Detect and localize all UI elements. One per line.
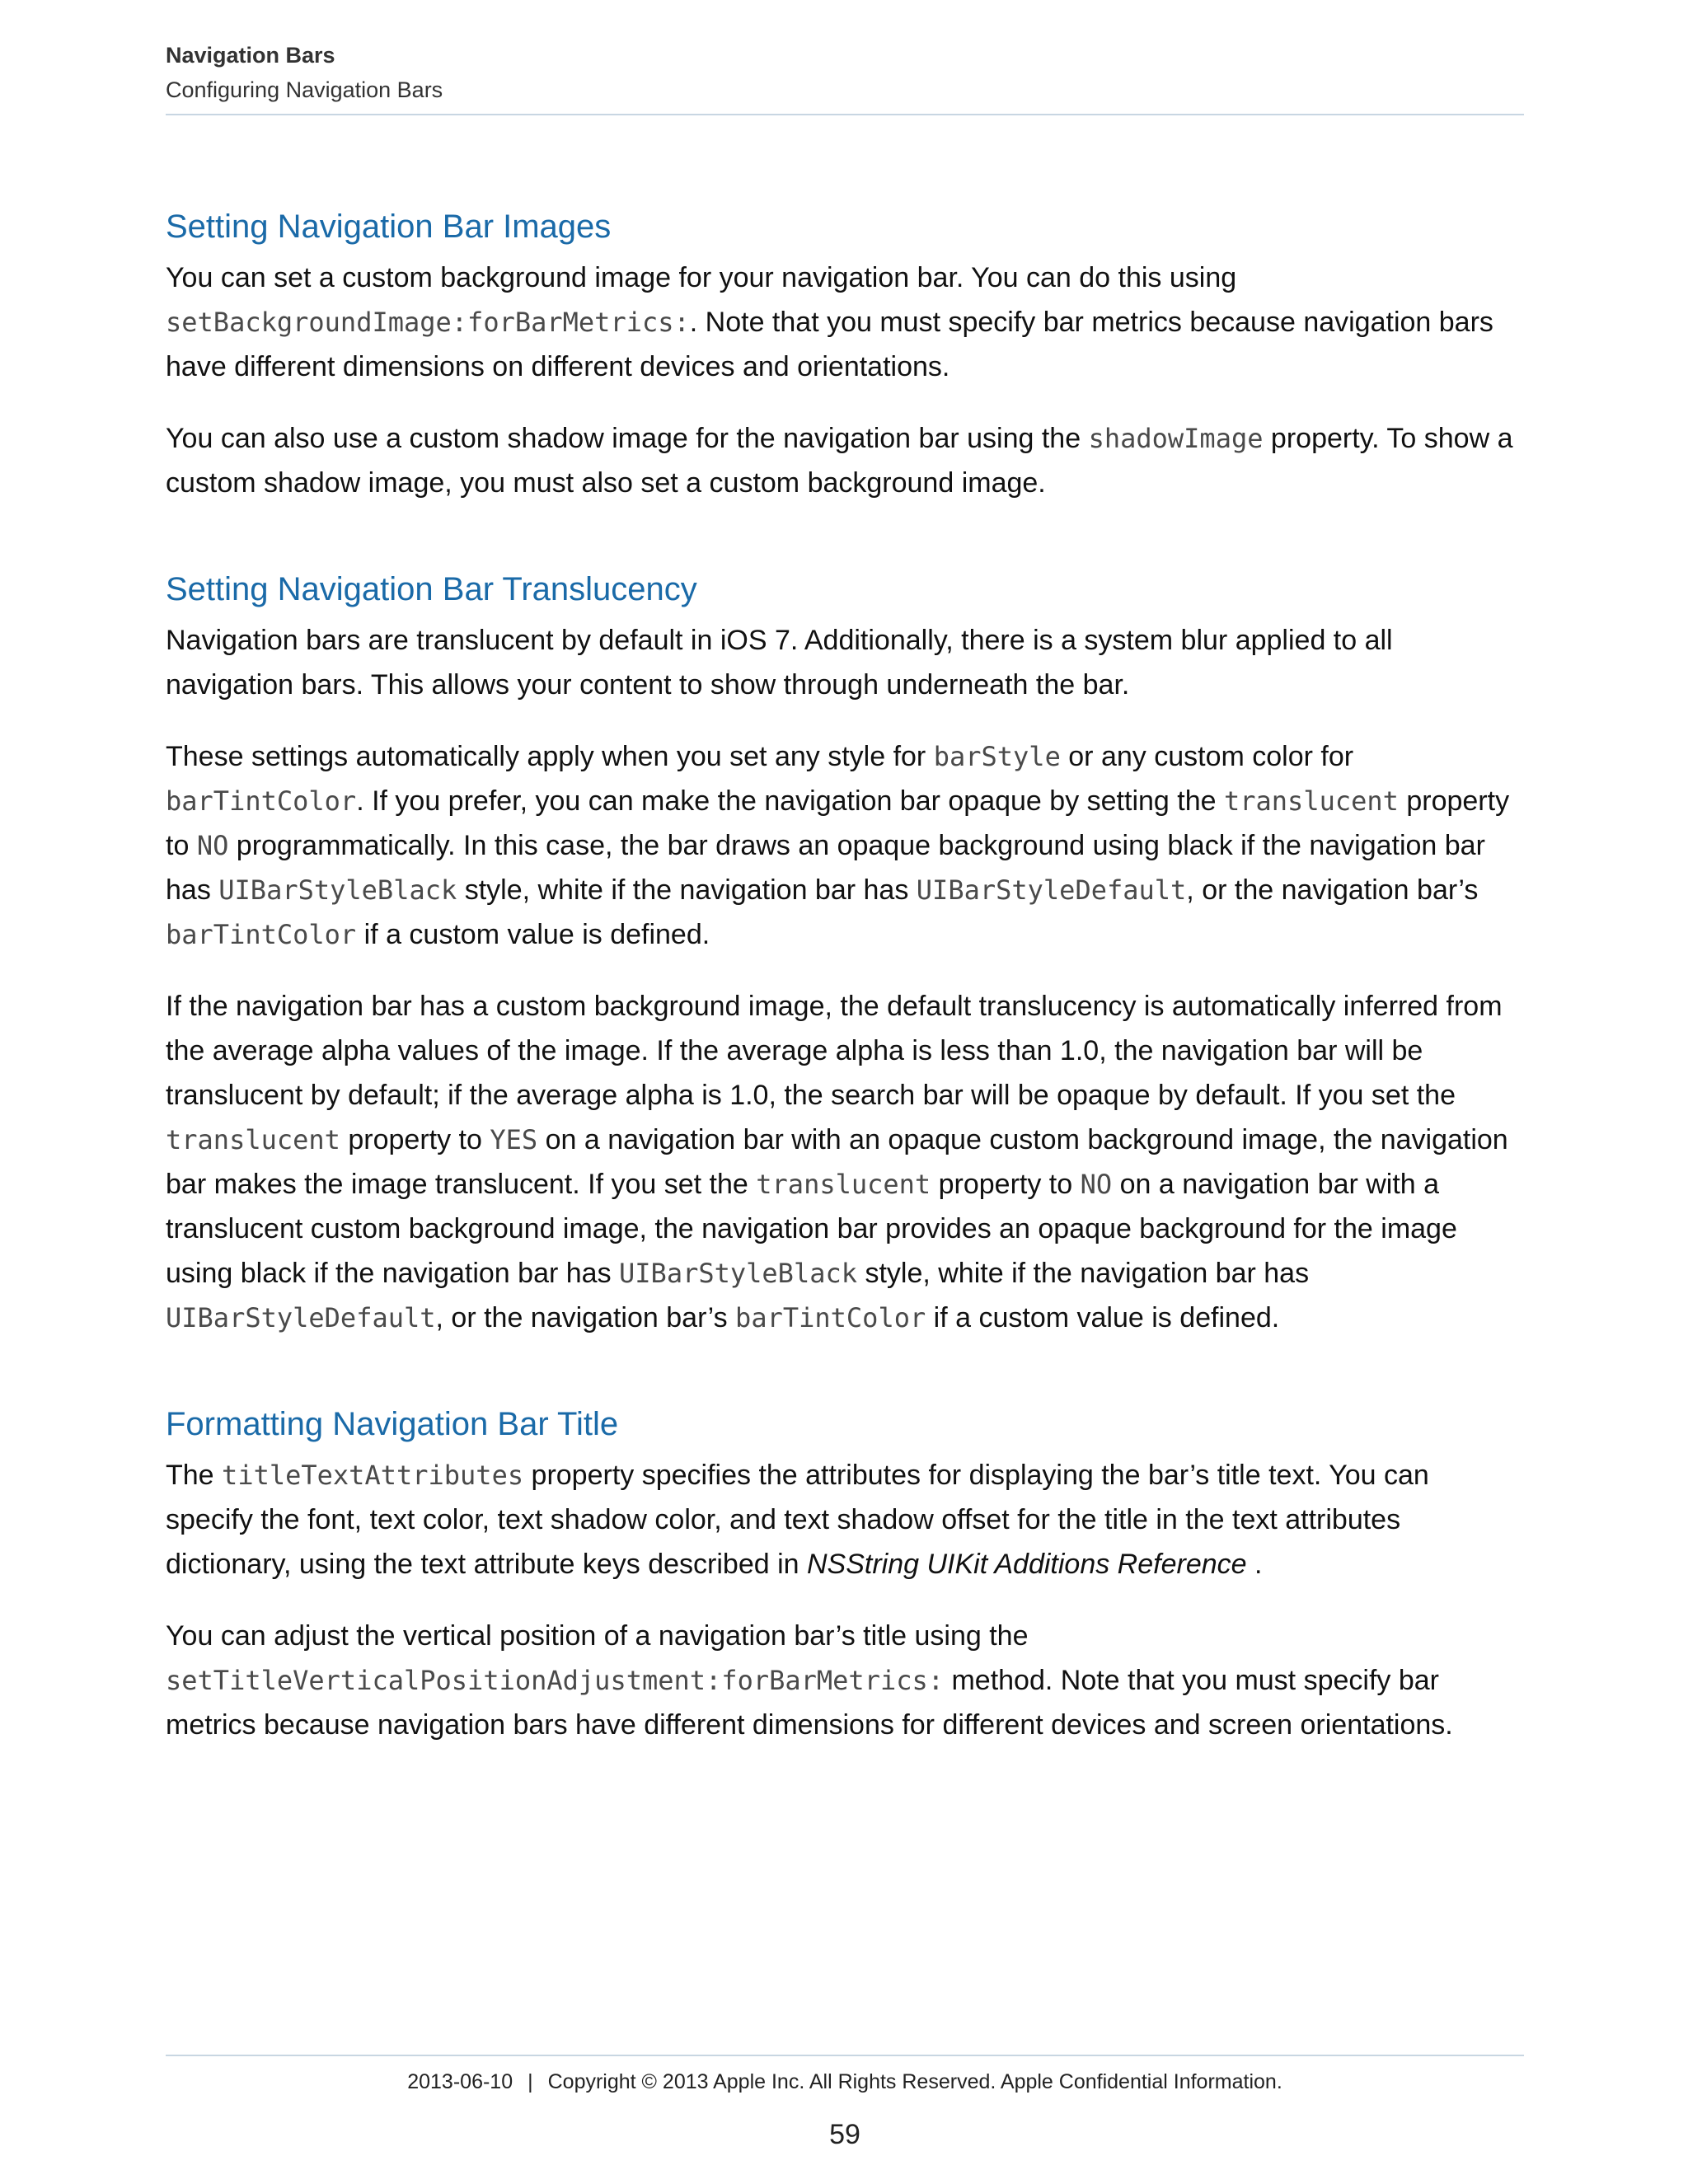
text-run: if a custom value is defined. — [356, 919, 710, 950]
paragraph — [166, 1614, 1524, 1747]
section-title: Configuring Navigation Bars — [166, 77, 443, 102]
code-term: NO — [1080, 1169, 1113, 1200]
reference-link[interactable]: NSString UIKit Additions Reference — [807, 1549, 1247, 1580]
paragraph — [166, 1453, 1524, 1586]
text-run: or any custom color for — [1060, 741, 1354, 772]
code-term: barStyle — [933, 741, 1061, 772]
text-run: property to — [931, 1169, 1081, 1200]
text-run: if a custom value is defined. — [926, 1302, 1280, 1333]
section-spacer — [166, 1367, 1524, 1399]
text-run: , or the navigation bar’s — [435, 1302, 736, 1333]
paragraph — [166, 984, 1524, 1340]
text-run: Navigation bars are translucent by default in iOS 7. Additionally, there is a system blur applied to all navigation bars. This allows your content to show through underneath the bar. — [166, 625, 1393, 701]
text-run: You can set a custom background image for your navigation bar. You can do this using — [166, 262, 1237, 293]
section-heading-translucency: Setting Navigation Bar Translucency — [166, 571, 697, 607]
code-term: UIBarStyleBlack — [619, 1258, 857, 1289]
code-term: barTintColor — [735, 1302, 926, 1333]
code-term: setTitleVerticalPositionAdjustment:forBarMetrics: — [166, 1665, 945, 1696]
text-run: You can adjust the vertical position of a navigation bar’s title using the — [166, 1620, 1029, 1652]
footer-date: 2013-06-10 — [407, 2070, 513, 2093]
text-run: . — [1246, 1549, 1263, 1580]
text-run: property to — [340, 1124, 490, 1155]
code-term: UIBarStyleDefault — [916, 874, 1187, 906]
paragraph — [166, 416, 1524, 505]
page-footer — [166, 2065, 1524, 2098]
code-term: shadowImage — [1088, 423, 1264, 454]
section-heading-images: Setting Navigation Bar Images — [166, 209, 612, 245]
text-run: . If you prefer, you can make the navigation bar opaque by setting the — [356, 785, 1224, 817]
section-heading-title: Formatting Navigation Bar Title — [166, 1406, 619, 1442]
code-term: translucent — [166, 1124, 340, 1155]
code-term: translucent — [756, 1169, 931, 1200]
code-term: UIBarStyleBlack — [218, 874, 457, 906]
section-spacer — [166, 532, 1524, 564]
chapter-title: Navigation Bars — [166, 43, 335, 68]
text-run: on a navigation bar with a translucent custom background image, the navigation bar provides an opaque background for the image using black if the navigation bar has — [166, 1169, 1457, 1289]
text-run: The — [166, 1460, 223, 1491]
main-content — [166, 201, 1524, 1774]
code-term: translucent — [1223, 785, 1399, 817]
paragraph — [166, 618, 1524, 707]
text-run: programmatically. In this case, the bar draws an opaque background using black if the navigation bar has — [166, 830, 1485, 906]
code-term: barTintColor — [166, 919, 357, 950]
text-run: , or the navigation bar’s — [1186, 874, 1479, 906]
code-term: YES — [490, 1124, 538, 1155]
text-run: style, white if the navigation bar has — [457, 874, 917, 906]
text-run: style, white if the navigation bar has — [857, 1258, 1310, 1289]
text-run: You can also use a custom shadow image for the navigation bar using the — [166, 423, 1089, 454]
footer-divider — [166, 2055, 1524, 2056]
page-number: 59 — [829, 2119, 860, 2150]
footer-copyright: Copyright © 2013 Apple Inc. All Rights Reserved. Apple Confidential Information. — [547, 2070, 1282, 2093]
text-run: . Note that you must specify bar metrics because navigation bars have different dimensions on different devices and orientations. — [166, 307, 1493, 382]
paragraph — [166, 734, 1524, 957]
text-run: property. To show a custom shadow image, you must also set a custom background image. — [166, 423, 1513, 499]
text-run: property to — [166, 785, 1510, 861]
text-run: If the navigation bar has a custom background image, the default translucency is automatically inferred from the average alpha values of the image. If the average alpha is less than 1.0, the navigation bar will be translucent by default; if the average alpha is 1.0, the search bar will be opaque by default. If you set the — [166, 991, 1503, 1111]
text-run: method. Note that you must specify bar metrics because navigation bars have different dimensions for different devices and screen orientations. — [166, 1665, 1453, 1741]
text-run: property specifies the attributes for displaying the bar’s title text. You can specify the font, text color, text shadow color, and text shadow offset for the title in the text attributes dictionary, using the text attribute keys described in — [166, 1460, 1429, 1580]
code-term: titleTextAttributes — [222, 1460, 524, 1491]
page-header — [166, 38, 1524, 107]
code-term: UIBarStyleDefault — [166, 1302, 436, 1333]
paragraph — [166, 255, 1524, 389]
text-run: on a navigation bar with an opaque custom background image, the navigation bar makes the image translucent. If you set the — [166, 1124, 1508, 1200]
code-term: setBackgroundImage:forBarMetrics: — [166, 307, 690, 338]
header-divider — [166, 114, 1524, 115]
code-term: barTintColor — [166, 785, 357, 817]
code-term: NO — [196, 830, 229, 861]
text-run: These settings automatically apply when you set any style for — [166, 741, 934, 772]
footer-separator: | — [528, 2070, 533, 2093]
